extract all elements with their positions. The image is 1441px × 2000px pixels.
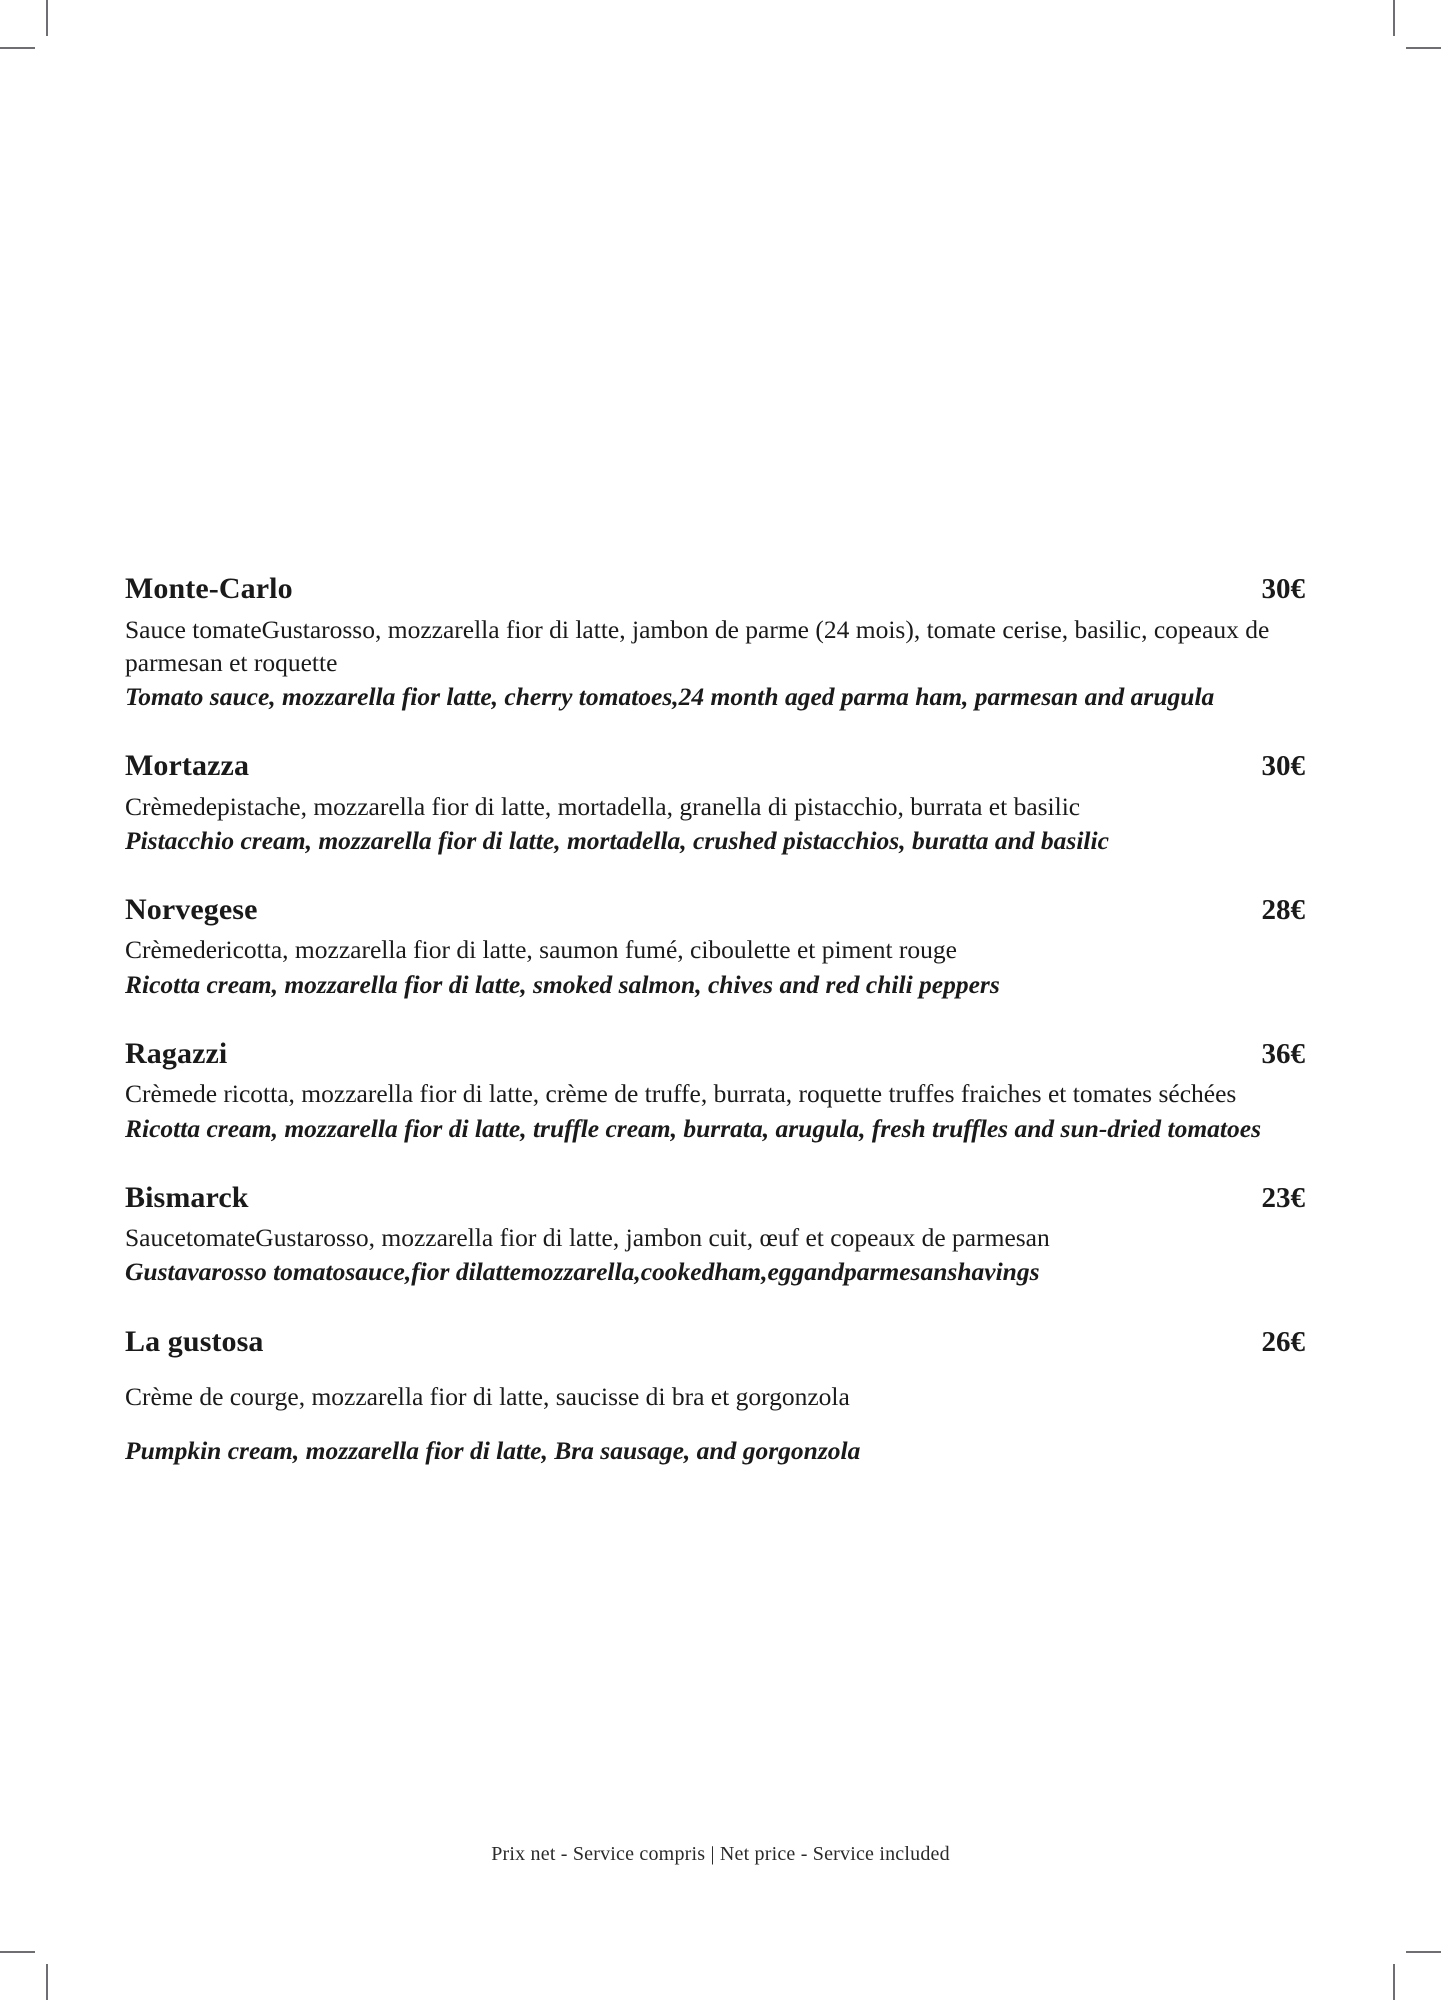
menu-item-description-fr: Sauce tomateGustarosso, mozzarella fior di latte, jambon de parme (24 mois), tomate cerise, basilic, copeaux de parmesan et roquette (125, 614, 1270, 677)
menu-item (125, 1325, 1305, 1468)
crop-mark-top-right-horizontal (1406, 47, 1441, 49)
menu-item-name: Bismarck (125, 1180, 249, 1214)
crop-mark-top-right-vertical (1393, 0, 1395, 36)
crop-mark-bottom-right-horizontal (1406, 1951, 1441, 1953)
menu-item-description-en: Pistacchio cream, mozzarella fior di latte, mortadella, crushed pistacchios, buratta and basilic (125, 825, 1109, 855)
menu-item-description-fr: SaucetomateGustarosso, mozzarella fior di latte, jambon cuit, œuf et copeaux de parmesan (125, 1223, 1050, 1253)
menu-item (125, 1037, 1305, 1145)
menu-item-header (125, 893, 1305, 927)
menu-item-description-fr: Crèmedepistache, mozzarella fior di latte, mortadella, granella di pistacchio, burrata et basilic (125, 791, 1081, 821)
page-footer-note: Prix net - Service compris | Net price - Service included (491, 1843, 950, 1865)
menu-item-price: 36€ (1261, 1037, 1305, 1070)
menu-item-name: Ragazzi (125, 1036, 228, 1070)
crop-mark-bottom-left-horizontal (0, 1951, 35, 1953)
menu-item (125, 572, 1305, 713)
menu-item (125, 893, 1305, 1001)
menu-item-description-fr: Crèmede ricotta, mozzarella fior di latte, crème de truffe, burrata, roquette truffes fraiches et tomates séchées (125, 1079, 1237, 1109)
menu-item-description-en: Tomato sauce, mozzarella fior latte, cherry tomatoes,24 month aged parma ham, parmesan and arugula (125, 681, 1215, 711)
menu-item-description-en: Ricotta cream, mozzarella fior di latte, smoked salmon, chives and red chili peppers (125, 969, 1000, 999)
menu-item-description-en: Ricotta cream, mozzarella fior di latte, truffle cream, burrata, arugula, fresh truffles and sun-dried tomatoes (125, 1113, 1262, 1143)
menu-item-header (125, 1037, 1305, 1071)
menu-item-price: 28€ (1261, 893, 1305, 926)
menu-item-name: Norvegese (125, 892, 258, 926)
menu-item-header (125, 572, 1305, 606)
menu-item-description-fr: Crèmedericotta, mozzarella fior di latte, saumon fumé, ciboulette et piment rouge (125, 935, 957, 965)
menu-item-list (125, 572, 1305, 1467)
menu-item-name: La gustosa (125, 1324, 264, 1358)
menu-item-description-en: Pumpkin cream, mozzarella fior di latte, Bra sausage, and gorgonzola (125, 1436, 861, 1466)
menu-item-price: 23€ (1261, 1181, 1305, 1214)
crop-mark-bottom-left-vertical (46, 1964, 48, 2000)
menu-item-name: Mortazza (125, 749, 250, 783)
menu-item (125, 1181, 1305, 1289)
menu-item-description-en: Gustavarosso tomatosauce,fior dilattemozzarella,cookedham,eggandparmesanshavings (125, 1257, 1040, 1287)
menu-item-description-fr: Crème de courge, mozzarella fior di latte, saucisse di bra et gorgonzola (125, 1382, 850, 1412)
menu-item-header (125, 1325, 1305, 1359)
menu-item (125, 749, 1305, 857)
menu-item-header (125, 1181, 1305, 1215)
crop-mark-top-left-vertical (46, 0, 48, 36)
menu-item-price: 26€ (1261, 1325, 1305, 1358)
menu-item-name: Monte-Carlo (125, 572, 293, 605)
crop-mark-top-left-horizontal (0, 47, 35, 49)
menu-item-price: 30€ (1261, 750, 1305, 783)
crop-mark-bottom-right-vertical (1393, 1964, 1395, 2000)
menu-item-price: 30€ (1261, 573, 1305, 605)
menu-item-header (125, 749, 1305, 783)
